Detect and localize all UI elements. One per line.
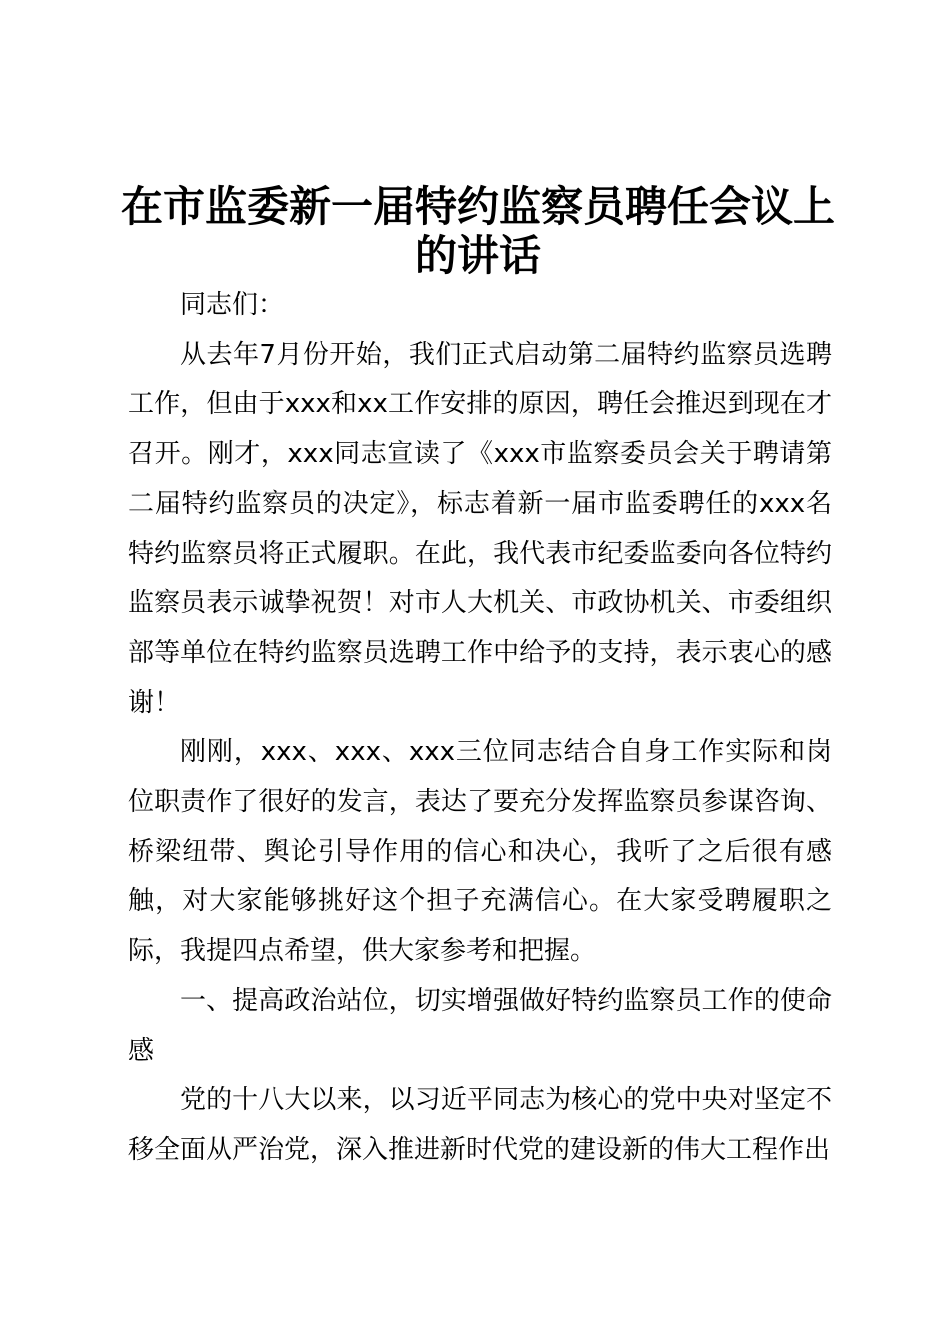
section-heading: 一、提高政治站位，切实增强做好特约监察员工作的使命感 bbox=[128, 985, 832, 1066]
body-paragraph: 刚刚，xxx、xxx、xxx三位同志结合自身工作实际和岗位职责作了很好的发言，表达了要充分发挥监察员参谋咨询、桥梁纽带、舆论引导作用的信心和决心，我听了之后很有感触，对大家能够挑好这个担子充满信心。在大家受聘履职之际，我提四点希望，供大家参考和把握。 bbox=[128, 737, 832, 967]
body-paragraph: 从去年7月份开始，我们正式启动第二届特约监察员选聘工作，但由于xxx和xx工作安排的原因，聘任会推迟到现在才召开。刚才，xxx同志宣读了《xxx市监察委员会关于聘请第二届特约监察员的决定》，标志着新一届市监委聘任的xxx名特约监察员将正式履职。在此，我代表市纪委监委向各位特约监察员表示诚挚祝贺！对市人大机关、市政协机关、市委组织部等单位在特约监察员选聘工作中给予的支持，表示衷心的感谢！ bbox=[128, 339, 832, 718]
body-paragraph: 党的十八大以来，以习近平同志为核心的党中央对坚定不移全面从严治党，深入推进新时代党的建设新的伟大工程作出 bbox=[128, 1085, 832, 1165]
document-body bbox=[128, 281, 832, 1176]
salutation-paragraph: 同志们： bbox=[180, 290, 285, 320]
document-title: 在市监委新一届特约监察员聘任会议上的讲话 bbox=[120, 182, 835, 280]
